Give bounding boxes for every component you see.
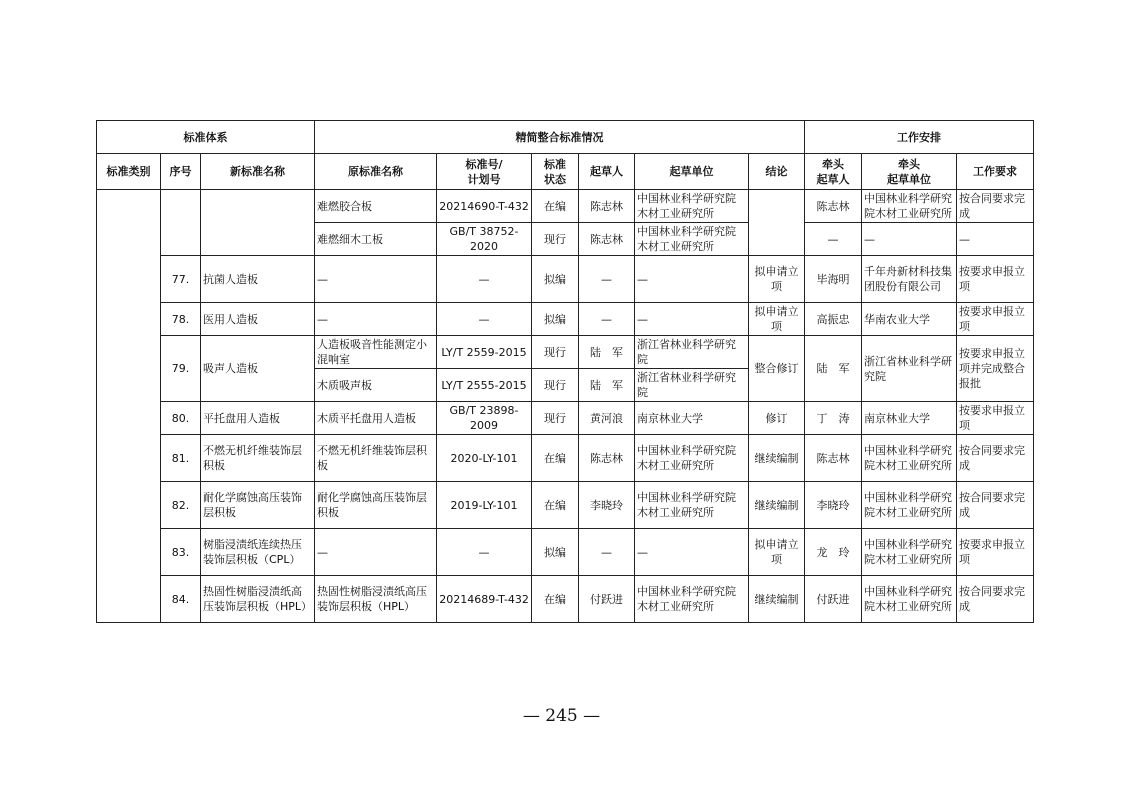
code-cell: LY/T 2555-2015 <box>437 369 532 402</box>
drafter-cell: — <box>579 303 635 336</box>
orig-name-cell: — <box>315 529 437 576</box>
unit-cell: 浙江省林业科学研究院 <box>635 336 749 369</box>
seq-cell: 80. <box>161 402 201 435</box>
code-cell: GB/T 23898-2009 <box>437 402 532 435</box>
orig-name-cell: 人造板吸音性能测定小混响室 <box>315 336 437 369</box>
status-cell: 拟编 <box>532 303 579 336</box>
requirement-cell: 按合同要求完成 <box>957 190 1034 223</box>
table-row <box>97 402 1034 435</box>
new-name-cell: 医用人造板 <box>201 303 315 336</box>
conclusion-cell <box>749 190 805 256</box>
orig-name-cell: 耐化学腐蚀高压装饰层积板 <box>315 482 437 529</box>
new-name-cell: 树脂浸渍纸连续热压装饰层积板（CPL） <box>201 529 315 576</box>
lead-drafter-cell: 陆 军 <box>805 336 862 402</box>
table-row <box>97 256 1034 303</box>
group-header-work: 工作安排 <box>805 121 1034 154</box>
drafter-cell: 陈志林 <box>579 435 635 482</box>
group-header-integration: 精简整合标准情况 <box>315 121 805 154</box>
column-header: 牵头 起草人 <box>805 154 862 190</box>
lead-unit-cell: 中国林业科学研究院木材工业研究所 <box>862 435 957 482</box>
status-cell: 在编 <box>532 190 579 223</box>
drafter-cell: — <box>579 256 635 303</box>
requirement-cell: 按要求申报立项 <box>957 256 1034 303</box>
unit-cell: — <box>635 529 749 576</box>
seq-cell: 78. <box>161 303 201 336</box>
table-row <box>97 435 1034 482</box>
column-header: 序号 <box>161 154 201 190</box>
status-cell: 现行 <box>532 336 579 369</box>
drafter-cell: 付跃进 <box>579 576 635 623</box>
conclusion-cell: 继续编制 <box>749 435 805 482</box>
requirement-cell: 按要求申报立项 <box>957 303 1034 336</box>
orig-name-cell: — <box>315 256 437 303</box>
table-row <box>97 336 1034 369</box>
seq-cell: 84. <box>161 576 201 623</box>
lead-drafter-cell: 付跃进 <box>805 576 862 623</box>
unit-cell: 南京林业大学 <box>635 402 749 435</box>
code-cell: 2019-LY-101 <box>437 482 532 529</box>
lead-drafter-cell: 龙 玲 <box>805 529 862 576</box>
seq-cell: 79. <box>161 336 201 402</box>
code-cell: 2020-LY-101 <box>437 435 532 482</box>
code-cell: — <box>437 529 532 576</box>
new-name-cell: 不燃无机纤维装饰层积板 <box>201 435 315 482</box>
orig-name-cell: 热固性树脂浸渍纸高压装饰层积板（HPL） <box>315 576 437 623</box>
group-header-system: 标准体系 <box>97 121 315 154</box>
column-header: 原标准名称 <box>315 154 437 190</box>
status-cell: 在编 <box>532 576 579 623</box>
lead-unit-cell: 浙江省林业科学研究院 <box>862 336 957 402</box>
seq-cell: 83. <box>161 529 201 576</box>
conclusion-cell: 拟申请立项 <box>749 303 805 336</box>
conclusion-cell: 拟申请立项 <box>749 256 805 303</box>
column-header: 工作要求 <box>957 154 1034 190</box>
code-cell: — <box>437 303 532 336</box>
new-name-cell <box>201 190 315 256</box>
status-cell: 现行 <box>532 369 579 402</box>
conclusion-cell: 整合修订 <box>749 336 805 402</box>
code-cell: 20214689-T-432 <box>437 576 532 623</box>
conclusion-cell: 继续编制 <box>749 482 805 529</box>
requirement-cell: 按合同要求完成 <box>957 435 1034 482</box>
unit-cell: — <box>635 256 749 303</box>
seq-cell <box>161 190 201 256</box>
lead-unit-cell: 中国林业科学研究院木材工业研究所 <box>862 482 957 529</box>
new-name-cell: 抗菌人造板 <box>201 256 315 303</box>
new-name-cell: 热固性树脂浸渍纸高压装饰层积板（HPL） <box>201 576 315 623</box>
status-cell: 拟编 <box>532 256 579 303</box>
status-cell: 现行 <box>532 402 579 435</box>
status-cell: 在编 <box>532 482 579 529</box>
drafter-cell: 黄河浪 <box>579 402 635 435</box>
column-header: 新标准名称 <box>201 154 315 190</box>
status-cell: 在编 <box>532 435 579 482</box>
drafter-cell: 陆 军 <box>579 336 635 369</box>
code-cell: 20214690-T-432 <box>437 190 532 223</box>
table-row <box>97 576 1034 623</box>
column-header: 起草人 <box>579 154 635 190</box>
orig-name-cell: 木质平托盘用人造板 <box>315 402 437 435</box>
lead-unit-cell: — <box>862 223 957 256</box>
lead-drafter-cell: — <box>805 223 862 256</box>
drafter-cell: 李晓玲 <box>579 482 635 529</box>
conclusion-cell: 拟申请立项 <box>749 529 805 576</box>
new-name-cell: 平托盘用人造板 <box>201 402 315 435</box>
lead-drafter-cell: 李晓玲 <box>805 482 862 529</box>
requirement-cell: — <box>957 223 1034 256</box>
lead-drafter-cell: 陈志林 <box>805 435 862 482</box>
table-row <box>97 303 1034 336</box>
category-cell <box>97 190 161 623</box>
lead-unit-cell: 千年舟新材科技集团股份有限公司 <box>862 256 957 303</box>
drafter-cell: 陈志林 <box>579 223 635 256</box>
table-row <box>97 529 1034 576</box>
requirement-cell: 按要求申报立项 <box>957 402 1034 435</box>
orig-name-cell: 不燃无机纤维装饰层积板 <box>315 435 437 482</box>
drafter-cell: 陈志林 <box>579 190 635 223</box>
lead-drafter-cell: 高振忠 <box>805 303 862 336</box>
standards-table <box>96 120 1034 623</box>
lead-drafter-cell: 陈志林 <box>805 190 862 223</box>
orig-name-cell: 难燃胶合板 <box>315 190 437 223</box>
column-header: 标准类别 <box>97 154 161 190</box>
status-cell: 现行 <box>532 223 579 256</box>
unit-cell: — <box>635 303 749 336</box>
new-name-cell: 耐化学腐蚀高压装饰层积板 <box>201 482 315 529</box>
requirement-cell: 按合同要求完成 <box>957 482 1034 529</box>
lead-drafter-cell: 丁 涛 <box>805 402 862 435</box>
page-number: — 245 — <box>522 706 601 726</box>
unit-cell: 中国林业科学研究院木材工业研究所 <box>635 223 749 256</box>
orig-name-cell: — <box>315 303 437 336</box>
conclusion-cell: 修订 <box>749 402 805 435</box>
orig-name-cell: 木质吸声板 <box>315 369 437 402</box>
code-cell: — <box>437 256 532 303</box>
lead-unit-cell: 中国林业科学研究院木材工业研究所 <box>862 529 957 576</box>
seq-cell: 77. <box>161 256 201 303</box>
code-cell: GB/T 38752-2020 <box>437 223 532 256</box>
requirement-cell: 按要求申报立项 <box>957 529 1034 576</box>
seq-cell: 82. <box>161 482 201 529</box>
drafter-cell: — <box>579 529 635 576</box>
code-cell: LY/T 2559-2015 <box>437 336 532 369</box>
conclusion-cell: 继续编制 <box>749 576 805 623</box>
lead-unit-cell: 中国林业科学研究院木材工业研究所 <box>862 190 957 223</box>
table-row <box>97 190 1034 223</box>
requirement-cell: 按合同要求完成 <box>957 576 1034 623</box>
requirement-cell: 按要求申报立项并完成整合报批 <box>957 336 1034 402</box>
seq-cell: 81. <box>161 435 201 482</box>
unit-cell: 中国林业科学研究院木材工业研究所 <box>635 435 749 482</box>
column-header: 牵头 起草单位 <box>862 154 957 190</box>
unit-cell: 中国林业科学研究院木材工业研究所 <box>635 190 749 223</box>
column-header: 标准 状态 <box>532 154 579 190</box>
column-header: 标准号/ 计划号 <box>437 154 532 190</box>
lead-unit-cell: 中国林业科学研究院木材工业研究所 <box>862 576 957 623</box>
column-header: 结论 <box>749 154 805 190</box>
drafter-cell: 陆 军 <box>579 369 635 402</box>
lead-unit-cell: 华南农业大学 <box>862 303 957 336</box>
orig-name-cell: 难燃细木工板 <box>315 223 437 256</box>
unit-cell: 中国林业科学研究院木材工业研究所 <box>635 482 749 529</box>
unit-cell: 中国林业科学研究院木材工业研究所 <box>635 576 749 623</box>
lead-unit-cell: 南京林业大学 <box>862 402 957 435</box>
new-name-cell: 吸声人造板 <box>201 336 315 402</box>
lead-drafter-cell: 毕海明 <box>805 256 862 303</box>
unit-cell: 浙江省林业科学研究院 <box>635 369 749 402</box>
column-header: 起草单位 <box>635 154 749 190</box>
table-row <box>97 482 1034 529</box>
status-cell: 拟编 <box>532 529 579 576</box>
